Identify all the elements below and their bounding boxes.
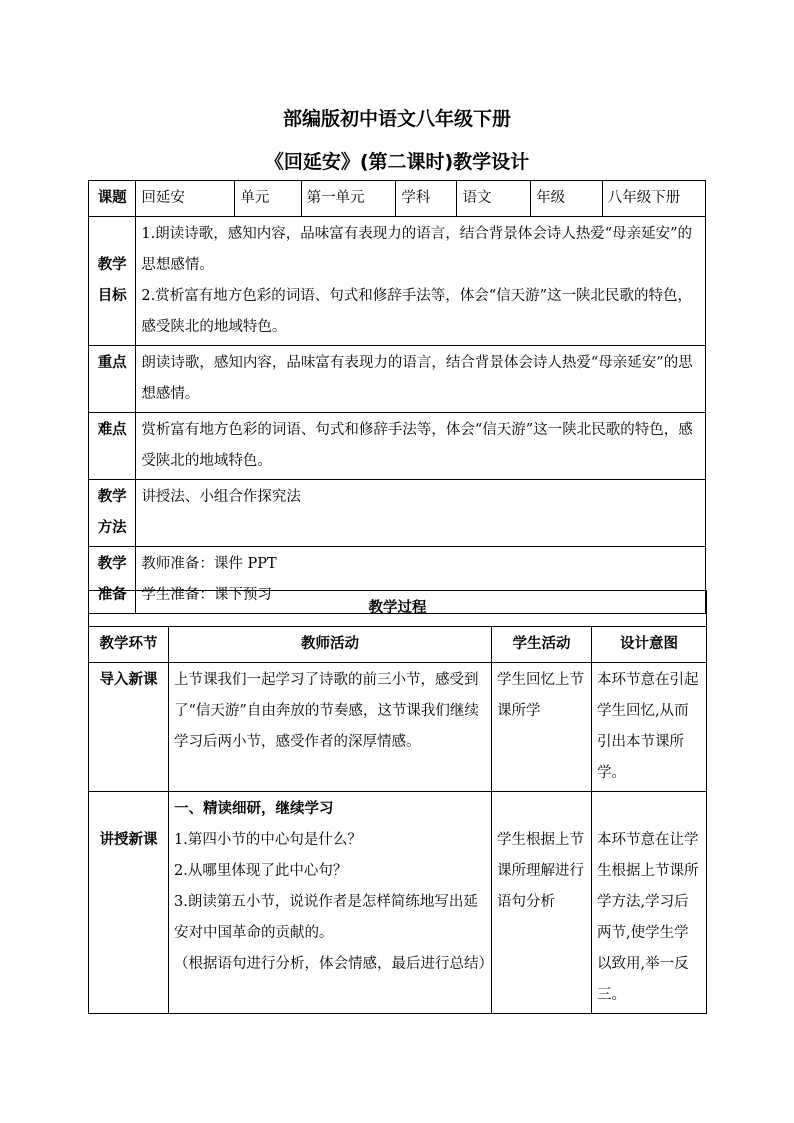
teacher-new-q2: 2.从哪里体现了此中心句？	[174, 863, 348, 879]
unit-value: 第一单元	[301, 181, 396, 217]
method-label	[89, 480, 136, 547]
teaching-process-table	[88, 590, 707, 1014]
teacher-intro: 上节课我们一起学习了诗歌的前三小节，感受到了“信天游”自由奔放的节奏感，这节课我们继续学习后两小节，感受作者的深厚情感。	[169, 663, 492, 792]
difficulty-value: 赏析富有地方色彩的词语、句式和修辞手法等，体会“信天游”这一陕北民歌的特色，感受陕北的地域特色。	[136, 413, 706, 480]
student-intro: 学生回忆上节课所学	[492, 663, 592, 792]
header-intent: 设计意图	[592, 627, 707, 663]
method-label-line2: 方法	[97, 520, 127, 536]
header-student: 学生活动	[492, 627, 592, 663]
header-teacher: 教师活动	[169, 627, 492, 663]
grade-label: 年级	[531, 181, 603, 217]
goals-label-line2: 目标	[97, 288, 127, 304]
table-row	[89, 663, 707, 792]
student-new: 学生根据上节课所理解进行语句分析	[492, 792, 592, 1014]
teacher-new	[169, 792, 492, 1014]
header-stage: 教学环节	[89, 627, 169, 663]
grade-value: 八年级下册	[602, 181, 705, 217]
document-title: 部编版初中语文八年级下册	[282, 108, 511, 130]
goals-row	[89, 217, 706, 346]
topic-row	[89, 181, 706, 217]
subject-value: 语文	[457, 181, 531, 217]
prep-student: 学生准备：课下预习	[141, 587, 272, 603]
teacher-new-q3: 3.朗读第五小节，说说作者是怎样简练地写出延安对中国革命的贡献的。	[174, 894, 478, 941]
teacher-new-heading: 一、精读细研，继续学习	[174, 801, 334, 817]
process-header-row	[89, 627, 707, 663]
stage-intro: 导入新课	[89, 663, 169, 792]
teacher-new-q1: 1.第四小节的中心句是什么？	[174, 832, 362, 848]
teacher-new-note: （根据语句进行分析，体会情感，最后进行总结）	[174, 956, 493, 972]
process-title-row	[89, 591, 707, 627]
stage-new: 讲授新课	[89, 792, 169, 1014]
prep-teacher: 教师准备：课件 PPT	[141, 556, 277, 572]
key-label: 重点	[89, 346, 136, 413]
prep-label-line2: 准备	[97, 587, 127, 603]
table-row	[89, 792, 707, 1014]
goal-1: 1.朗读诗歌，感知内容，品味富有表现力的语言，结合背景体会诗人热爱“母亲延安”的思想感情。	[141, 226, 693, 273]
difficulty-row	[89, 413, 706, 480]
method-row	[89, 480, 706, 547]
lesson-info-table	[88, 180, 706, 614]
intent-intro: 本环节意在引起学生回忆,从而引出本节课所学。	[592, 663, 707, 792]
key-row	[89, 346, 706, 413]
topic-value: 回延安	[136, 181, 235, 217]
unit-label: 单元	[235, 181, 301, 217]
subject-label: 学科	[396, 181, 457, 217]
method-value: 讲授法、小组合作探究法	[136, 480, 706, 547]
process-title: 教学过程	[89, 591, 707, 627]
prep-label-line1: 教学	[97, 556, 127, 572]
intent-new: 本环节意在让学生根据上节课所学方法,学习后两节,使学生学以致用,举一反三。	[592, 792, 707, 1014]
topic-label: 课题	[89, 181, 136, 217]
document-subtitle: 《回延安》(第二课时)教学设计	[264, 151, 530, 173]
goals-label-line1: 教学	[97, 257, 127, 273]
goal-2: 2.赏析富有地方色彩的词语、句式和修辞手法等，体会“信天游”这一陕北民歌的特色，感受陕北的地域特色。	[141, 288, 693, 335]
key-value: 朗读诗歌，感知内容，品味富有表现力的语言，结合背景体会诗人热爱“母亲延安”的思想感情。	[136, 346, 706, 413]
difficulty-label: 难点	[89, 413, 136, 480]
method-label-line1: 教学	[97, 489, 127, 505]
goals-label	[89, 217, 136, 346]
goals-value	[136, 217, 706, 346]
